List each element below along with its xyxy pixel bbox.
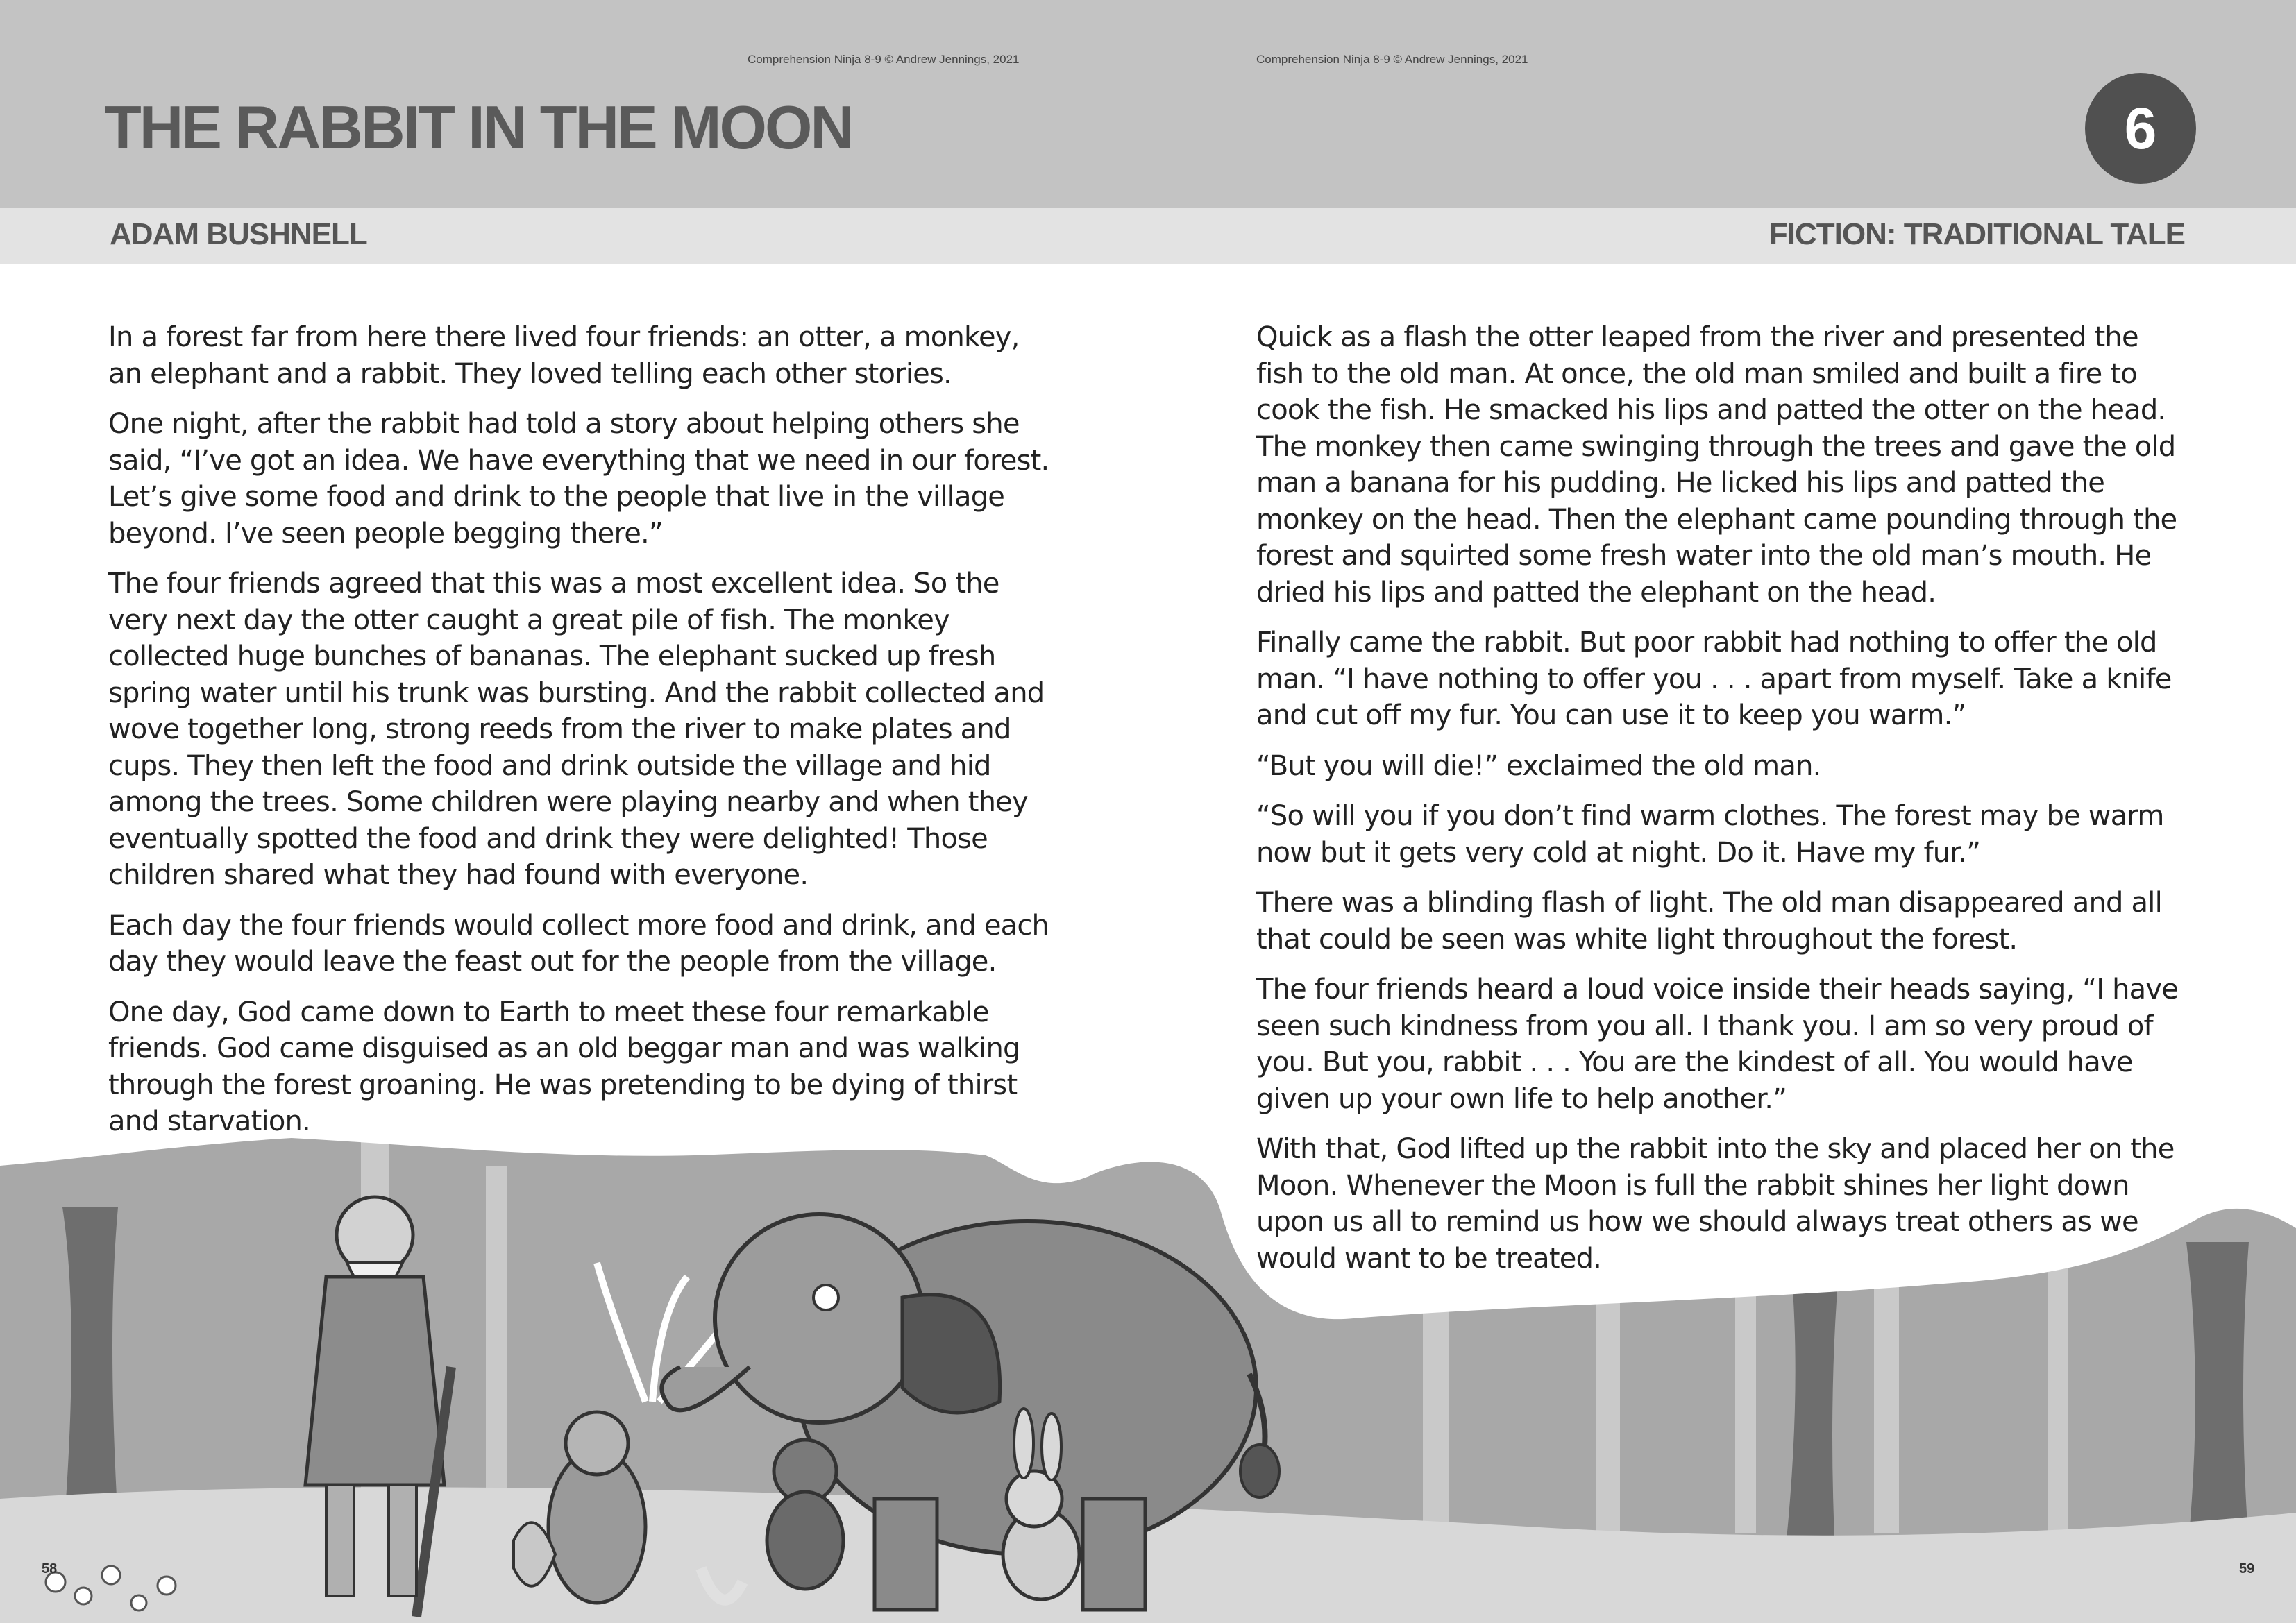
paragraph: “But you will die!” exclaimed the old man.	[1256, 749, 1821, 782]
genre-label: FICTION: TRADITIONAL TALE	[1769, 217, 2185, 251]
page-number-left: 58	[42, 1561, 58, 1577]
paragraph: In a forest far from here there lived four friends: an otter, a monkey, an elephant and a rabbit. They loved telling each other stories.	[108, 321, 1020, 390]
unit-number-badge: 6	[2085, 73, 2196, 184]
story-column-right	[1256, 319, 2193, 1291]
page-number-right: 59	[2239, 1561, 2255, 1577]
copyright-left: Comprehension Ninja 8-9 © Andrew Jennings, 2021	[748, 53, 1020, 66]
page-title: THE RABBIT IN THE MOON	[104, 93, 852, 162]
paragraph: The four friends agreed that this was a most excellent idea. So the very next day the otter caught a great pile of fish. The monkey collected huge bunches of bananas. The elephant sucked up fresh spring water until his trunk was bursting. And the rabbit collected and wove together long, strong reeds from the river to make plates and cups. They then left the food and drink outside the village and hid among the trees. Some children were playing nearby and when they eventually spotted the food and drink they were delighted! Those children shared what they had found with everyone.	[108, 568, 1045, 891]
paragraph: One day, God came down to Earth to meet these four remarkable friends. God came disguised as an old beggar man and was walking through the forest groaning. He was pretending to be dying of thirst and starvation.	[108, 996, 1020, 1137]
paragraph: Quick as a flash the otter leaped from the river and presented the fish to the old man. At once, the old man smiled and built a fire to cook the fish. He smacked his lips and patted the otter on the head. The monkey then came swinging through the trees and gave the old man a banana for his pudding. He licked his lips and patted the monkey on the head. Then the elephant came pounding through the forest and squirted some fresh water into the old man’s mouth. He dried his lips and patted the elephant on the head.	[1256, 321, 2177, 609]
paragraph: Each day the four friends would collect more food and drink, and each day they would leave the feast out for the people from the village.	[108, 909, 1049, 978]
paragraph: With that, God lifted up the rabbit into the sky and placed her on the Moon. Whenever the Moon is full the rabbit shines her light down upon us all to remind us how we should always treat others as we would want to be treated.	[1256, 1133, 2175, 1275]
paragraph: There was a blinding flash of light. The old man disappeared and all that could be seen was white light throughout the forest.	[1256, 887, 2162, 955]
paragraph: The four friends heard a loud voice inside their heads saying, “I have seen such kindness from you all. I thank you. I am so very proud of you. But you, rabbit . . . You are the kindest of all. You would have given up your own life to help another.”	[1256, 974, 2179, 1115]
author-name: ADAM BUSHNELL	[110, 217, 367, 251]
paragraph: Finally came the rabbit. But poor rabbit had nothing to offer the old man. “I have nothing to offer you . . . apart from myself. Take a knife and cut off my fur. You can use it to keep you warm.”	[1256, 627, 2172, 731]
copyright-right: Comprehension Ninja 8-9 © Andrew Jennings, 2021	[1256, 53, 1528, 66]
story-column-left	[108, 319, 1052, 1154]
paragraph: One night, after the rabbit had told a story about helping others she said, “I’ve got an idea. We have everything that we need in our forest. Let’s give some food and drink to the people that live in the village beyond. I’ve seen people begging there.”	[108, 408, 1049, 550]
paragraph: “So will you if you don’t find warm clothes. The forest may be warm now but it gets very cold at night. Do it. Have my fur.”	[1256, 800, 2164, 869]
